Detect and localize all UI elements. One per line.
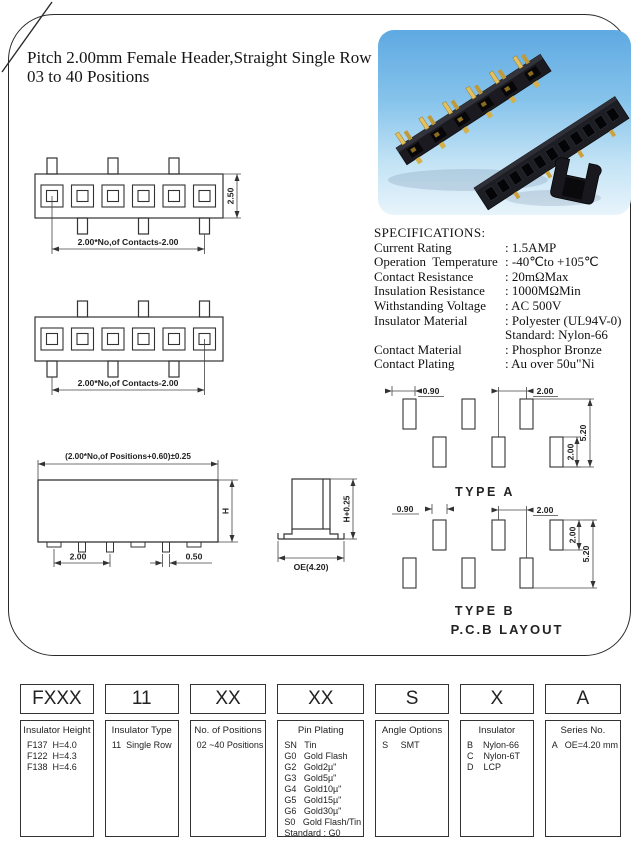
spec-row: Insulator Material : Polyester (UL94V-0) (374, 312, 622, 328)
dim-a-090: 0.90 (422, 386, 440, 396)
spec-row: Contact Material : Phosphor Bronze (374, 341, 602, 357)
drawing-front-view-a (25, 152, 255, 260)
drawing-front-view-b (25, 295, 255, 400)
order-col-insulator-material (460, 684, 534, 837)
code-box: S (375, 684, 449, 714)
order-col-series-no (545, 684, 621, 837)
order-col-insulator-height (20, 684, 94, 837)
drawing-side-view (265, 465, 395, 580)
order-col-insulator-type (105, 684, 179, 837)
ordering-table (20, 684, 621, 837)
code-description: Pin Plating SN Tin G0 Gold Flash G2 Gold2µ" G3 Gold5µ" G4 Gold10µ" G5 Gold15µ" G6 Gold30µ" S0 Gold Flash/Tin Standard : G0 (277, 720, 364, 837)
product-photo (378, 30, 631, 215)
code-box: XX (277, 684, 364, 714)
dim-oe-width: OE(4.20) (293, 562, 329, 572)
dim-b-200v: 2.00 (567, 526, 578, 544)
dim-positions-formula: (2.00*No,of Positions+0.60)±0.25 (65, 452, 191, 461)
order-col-positions (190, 684, 267, 837)
code-description: Insulator Height F137 H=4.0 F122 H=4.3 F138 H=4.6 (20, 720, 94, 837)
code-box: X (460, 684, 534, 714)
dim-b-090: 0.90 (396, 504, 414, 514)
code-description: Insulator Type 11 Single Row (105, 720, 179, 837)
pcb-layout-type-b (385, 500, 630, 622)
dim-contacts-formula: 2.00*No,of Contacts-2.00 (77, 237, 179, 247)
spec-row: Withstanding Voltage : AC 500V (374, 297, 562, 313)
dim-foot-pitch: 2.00 (69, 551, 87, 562)
code-description: Angle Options S SMT (375, 720, 449, 837)
order-col-angle-options (375, 684, 449, 837)
code-box: FXXX (20, 684, 94, 714)
spec-row: Operation Temperature : -40℃to +105℃ (374, 254, 599, 270)
code-box: 11 (105, 684, 179, 714)
pcb-layout-caption: P.C.B LAYOUT (450, 622, 564, 637)
dim-b-200h: 2.00 (536, 505, 554, 515)
spec-row: Contact Plating : Au over 50u"Ni (374, 356, 595, 372)
spec-row: Standard: Nylon-66 (505, 327, 608, 343)
title-line2: 03 to 40 Positions (27, 67, 150, 86)
title-line1: Pitch 2.00mm Female Header,Straight Single Row (27, 48, 372, 67)
spec-row: Contact Resistance : 20mΩMax (374, 268, 569, 284)
dim-contacts-formula-2: 2.00*No,of Contacts-2.00 (77, 378, 179, 388)
dim-a-200h: 2.00 (536, 386, 554, 396)
page-title (27, 48, 371, 86)
dim-b-520: 5.20 (581, 545, 591, 563)
dim-body-height: 2.50 (225, 187, 236, 205)
specifications-heading: SPECIFICATIONS: (374, 225, 486, 240)
spec-row: Current Rating : 1.5AMP (374, 239, 557, 255)
code-description: No. of Positions 02 ~40 Positions (190, 720, 267, 837)
drawing-body-dimensions (22, 440, 257, 580)
spec-row: Insulation Resistance : 1000MΩMin (374, 283, 581, 299)
code-description: Series No. A OE=4.20 mm (545, 720, 621, 837)
order-col-pin-plating (277, 684, 364, 837)
dim-height-h: H (220, 507, 231, 515)
code-description: Insulator B Nylon-66 C Nylon-6T D LCP (460, 720, 534, 837)
type-b-label: TYPE B (454, 604, 516, 618)
code-box: XX (190, 684, 267, 714)
dim-a-200v: 2.00 (565, 443, 576, 461)
dim-foot-width: 0.50 (185, 551, 203, 562)
pcb-layout-type-a (385, 383, 630, 503)
code-box: A (545, 684, 621, 714)
dim-height-plus: H+0.25 (342, 495, 352, 523)
dim-a-520: 5.20 (578, 424, 588, 442)
type-a-label: TYPE A (455, 485, 515, 499)
specifications-block (374, 226, 634, 372)
